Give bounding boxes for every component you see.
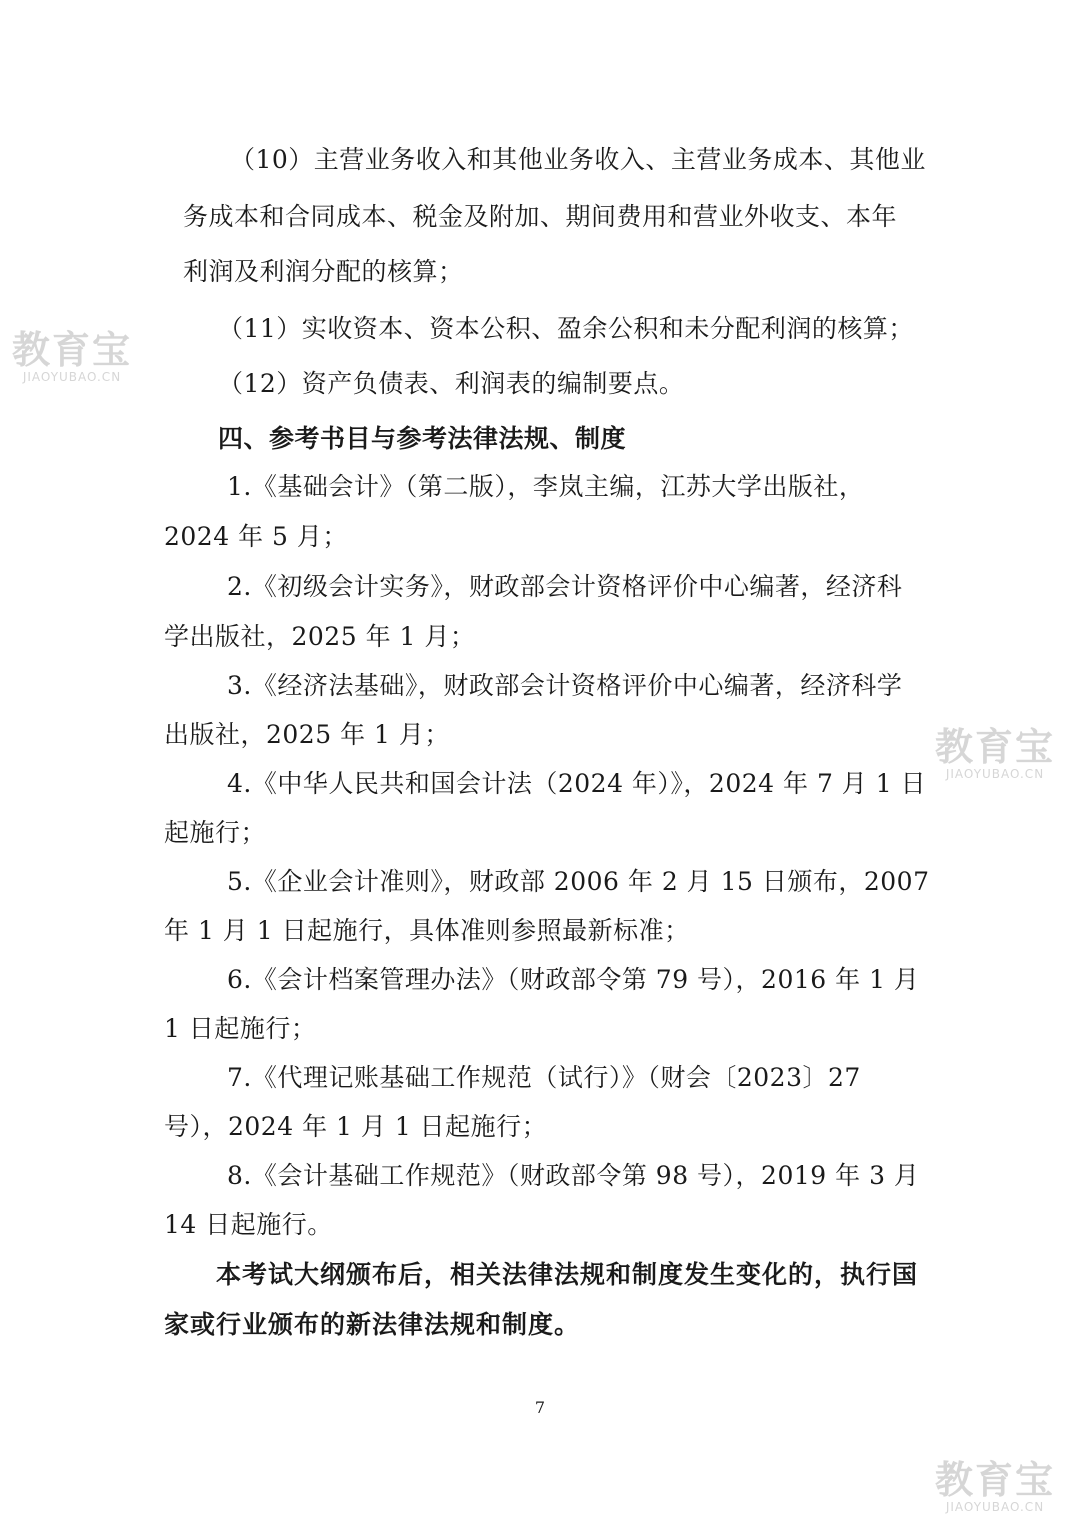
closing-statement-line-2: 家或行业颁布的新法律法规和制度。 xyxy=(164,1310,581,1339)
watermark-text: 教育宝 xyxy=(12,328,133,372)
text-line-3: 利润及利润分配的核算； xyxy=(183,257,464,286)
text-line-16: 年 1 月 1 日起施行，具体准则参照最新标准； xyxy=(164,916,690,945)
text-line-8: 2024 年 5 月； xyxy=(164,522,348,551)
text-line-11: 3.《经济法基础》，财政部会计资格评价中心编著，经济科学 xyxy=(227,671,903,700)
text-line-5: （12）资产负债表、利润表的编制要点。 xyxy=(218,369,685,398)
text-line-14: 起施行； xyxy=(164,818,267,847)
text-line-7: 1.《基础会计》（第二版），李岚主编，江苏大学出版社， xyxy=(227,472,865,501)
text-line-17: 6.《会计档案管理办法》（财政部令第 79 号），2016 年 1 月 xyxy=(227,965,920,994)
text-line-2: 务成本和合同成本、税金及附加、期间费用和营业外收支、本年 xyxy=(183,202,898,231)
text-line-18: 1 日起施行； xyxy=(164,1014,317,1043)
text-line-12: 出版社，2025 年 1 月； xyxy=(164,720,450,749)
page-number: 7 xyxy=(534,1398,546,1417)
watermark-text: 教育宝 xyxy=(935,725,1056,769)
text-line-10: 学出版社，2025 年 1 月； xyxy=(164,622,476,651)
text-line-19: 7.《代理记账基础工作规范（试行）》（财会〔2023〕27 xyxy=(227,1063,861,1092)
text-line-4: （11）实收资本、资本公积、盈余公积和未分配利润的核算； xyxy=(218,314,914,343)
text-line-21: 8.《会计基础工作规范》（财政部令第 98 号），2019 年 3 月 xyxy=(227,1161,920,1190)
watermark-url: JIAOYUBAO.CN xyxy=(945,1500,1045,1514)
text-line-20: 号），2024 年 1 月 1 日起施行； xyxy=(164,1112,548,1141)
watermark-url: JIAOYUBAO.CN xyxy=(22,370,122,384)
watermark-text: 教育宝 xyxy=(935,1458,1056,1502)
closing-statement-line-1: 本考试大纲颁布后，相关法律法规和制度发生变化的，执行国 xyxy=(216,1260,919,1289)
text-line-13: 4.《中华人民共和国会计法（2024 年）》，2024 年 7 月 1 日 xyxy=(227,769,927,798)
watermark-logo xyxy=(935,727,1055,781)
text-line-1: （10）主营业务收入和其他业务收入、主营业务成本、其他业 xyxy=(230,145,926,174)
watermark-logo xyxy=(12,330,132,384)
section-heading: 四、参考书目与参考法律法规、制度 xyxy=(218,424,627,453)
text-line-15: 5.《企业会计准则》，财政部 2006 年 2 月 15 日颁布，2007 xyxy=(227,867,930,896)
text-line-22: 14 日起施行。 xyxy=(164,1210,333,1239)
watermark-url: JIAOYUBAO.CN xyxy=(945,767,1045,781)
text-line-9: 2.《初级会计实务》，财政部会计资格评价中心编著，经济科 xyxy=(227,572,903,601)
watermark-logo xyxy=(935,1460,1055,1514)
